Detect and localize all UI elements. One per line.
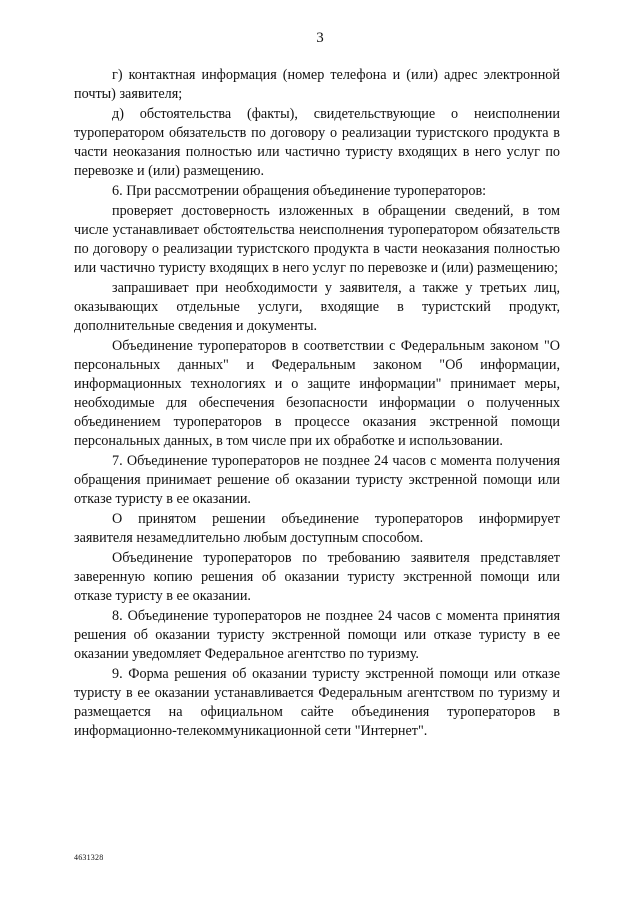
page-number: 3 <box>316 30 324 46</box>
paragraph-certified-copy: Объединение туроператоров по требованию заявителя представляет заверенную копию решения об оказании туристу экстренной помощи или отказе туристу в ее оказании. <box>74 550 560 604</box>
paragraph-verification: проверяет достоверность изложенных в обращении сведений, в том числе устанавливает обстоятельства неисполнения туроператором обязательств по договору о реализации туристского продукта в части неоказания полностью или частично туристу входящих в него услуг по перевозке и (или) размещению; <box>74 203 560 276</box>
paragraph-item-d-circumstances: д) обстоятельства (факты), свидетельствующие о неисполнении туроператором обязательств по договору о реализации туристского продукта в части неоказания полностью или частично туристу входящих в него услуг по перевозке и (или) размещению. <box>74 106 560 179</box>
paragraph-section-6-intro: 6. При рассмотрении обращения объединение туроператоров: <box>112 183 487 199</box>
paragraph-item-g-contact-info: г) контактная информация (номер телефона и (или) адрес электронной почты) заявителя; <box>74 67 560 102</box>
paragraph-section-8-notify: 8. Объединение туроператоров не позднее 24 часов с момента принятия решения об оказании туристу экстренной помощи или отказе туристу в ее оказании уведомляет Федеральное агентство по туризму. <box>74 608 560 662</box>
paragraph-personal-data: Объединение туроператоров в соответствии с Федеральным законом "О персональных данных" и Федеральным законом "Об информации, информационных технологиях и о защите информации" принимает меры, необходимые для обеспечения безопасности информации о полученных объединением туроператоров в процессе оказания экстренной помощи персональных данных, в том числе при их обработке и использовании. <box>74 338 560 449</box>
paragraph-section-9-form: 9. Форма решения об оказании туристу экстренной помощи или отказе туристу в ее оказании устанавливается Федеральным агентством по туризму и размещается на официальном сайте объединения туроператоров в информационно-телекоммуникационной сети "Интернет". <box>74 666 560 739</box>
paragraph-request-info: запрашивает при необходимости у заявителя, а также у третьих лиц, оказывающих отдельные услуги, входящие в туристский продукт, дополнительные сведения и документы. <box>74 280 560 334</box>
paragraph-inform-applicant: О принятом решении объединение туроператоров информирует заявителя незамедлительно любым доступным способом. <box>74 511 560 546</box>
paragraph-section-7-decision: 7. Объединение туроператоров не позднее 24 часов с момента получения обращения принимает решение об оказании туристу экстренной помощи или отказе туристу в ее оказании. <box>74 453 560 507</box>
document-code: 4631328 <box>74 853 104 862</box>
document-body <box>74 66 560 742</box>
